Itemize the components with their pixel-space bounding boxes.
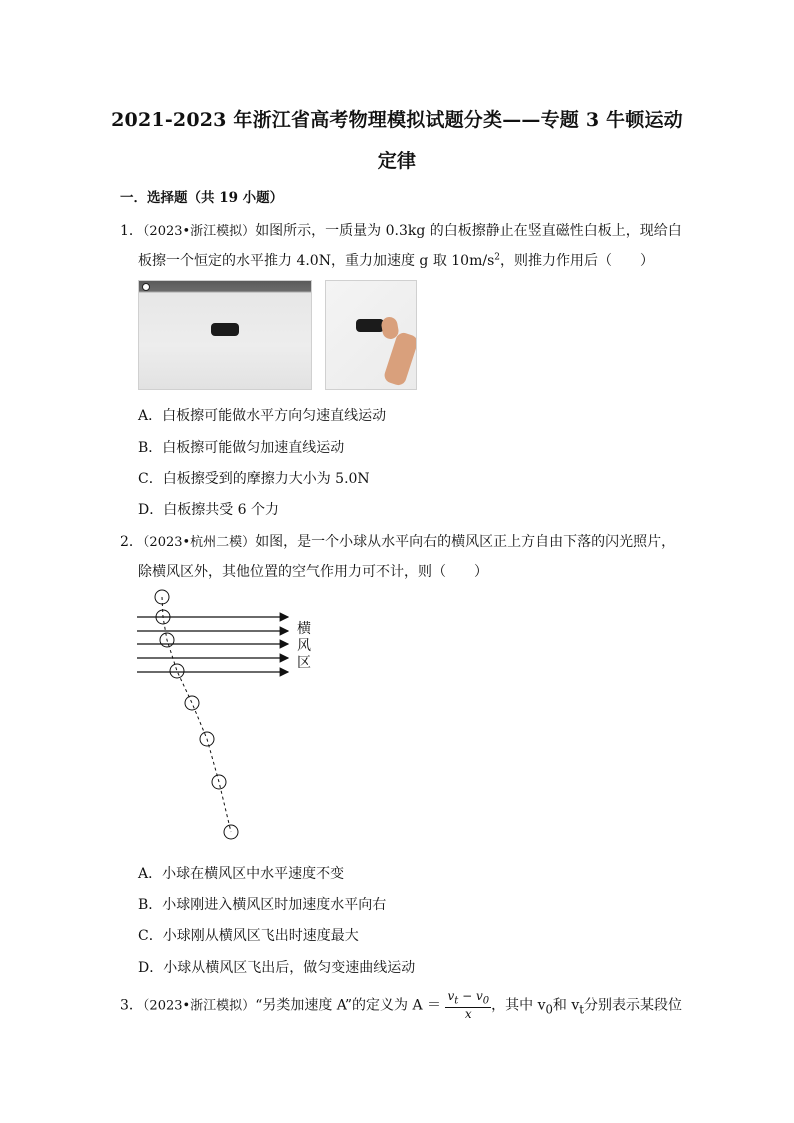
whiteboard-photo-left <box>138 280 312 390</box>
arm-image <box>383 331 417 387</box>
q2-option-c[interactable]: C．小球刚从横风区飞出时速度最大 <box>138 928 359 944</box>
whiteboard-photo-right <box>325 280 417 390</box>
q2-line2: 除横风区外，其他位置的空气作用力可不计，则（ ） <box>138 564 488 580</box>
q1-option-b[interactable]: B．白板擦可能做匀加速直线运动 <box>138 440 345 456</box>
wind-zone-label-2: 风 <box>297 638 311 654</box>
q3-fraction <box>445 990 491 1021</box>
q2-option-a[interactable]: A．小球在横风区中水平速度不变 <box>138 866 345 882</box>
trajectory-path <box>162 597 231 832</box>
page-title-line1: 2021-2023 年浙江省高考物理模拟试题分类——专题 3 牛顿运动 <box>111 109 683 131</box>
ball <box>185 696 199 710</box>
q1-option-d[interactable]: D．白板擦共受 6 个力 <box>138 502 280 518</box>
q2-option-d[interactable]: D．小球从横风区飞出后，做匀变速曲线运动 <box>138 960 416 976</box>
q1-text-2a: 板擦一个恒定的水平推力 4.0N，重力加速度 g 取 10m/s <box>138 253 495 269</box>
q2-number: 2． <box>120 534 143 550</box>
crosswind-diagram <box>130 585 330 845</box>
eraser-image <box>356 319 384 332</box>
wind-zone-label-1: 横 <box>297 621 311 637</box>
q2-line1 <box>120 531 675 551</box>
q1-text-1: 如图所示，一质量为 0.3kg 的白板擦静止在竖直磁性白板上，现给白 <box>255 223 682 239</box>
q1-text-2b: ，则推力作用后（ ） <box>500 253 655 269</box>
q2-source: （2023•杭州二模） <box>142 535 256 550</box>
q1-option-c[interactable]: C．白板擦受到的摩擦力大小为 5.0N <box>138 471 370 487</box>
wind-arrows <box>137 617 288 672</box>
ball <box>170 664 184 678</box>
page-title-line2: 定律 <box>377 150 417 172</box>
q2-text-1: 如图，是一个小球从水平向右的横风区正上方自由下落的闪光照片， <box>255 534 676 550</box>
wind-zone-label-3: 区 <box>297 655 311 671</box>
eraser-image <box>211 323 239 336</box>
q1-option-a[interactable]: A．白板擦可能做水平方向匀速直线运动 <box>138 408 387 424</box>
ball-positions <box>155 590 238 839</box>
q3-number: 3． <box>120 997 143 1014</box>
q3-source: （2023•浙江模拟） <box>142 998 256 1014</box>
q1-superscript: 2 <box>494 252 501 263</box>
magnet-icon <box>142 283 150 291</box>
q2-option-b[interactable]: B．小球刚进入横风区时加速度水平向右 <box>138 897 387 913</box>
q1-source: （2023•浙江模拟） <box>142 224 256 239</box>
q1-line1 <box>120 220 682 240</box>
q3-fraction-denominator: x <box>464 1007 472 1022</box>
q1-number: 1． <box>120 223 143 239</box>
q3-text-d: 分别表示某段位 <box>583 997 682 1014</box>
q3-fraction-numerator: $v_t - v_0$ <box>447 989 490 1007</box>
q3-text-b: ，其中 v <box>491 997 546 1014</box>
q3-text-a: “另类加速度 A”的定义为 A ＝ <box>255 997 442 1014</box>
q3-text-c: 和 v <box>552 997 580 1014</box>
section-heading: 一．选择题（共 19 小题） <box>120 190 284 206</box>
q3-line1: 3．（2023•浙江模拟）“另类加速度 A”的定义为 A ＝ $\frac{v_t - v_0}{x}$ ，其中 $v_0$和 $v_t$分别表示某段位 <box>120 989 682 1022</box>
q1-line2 <box>138 250 654 270</box>
